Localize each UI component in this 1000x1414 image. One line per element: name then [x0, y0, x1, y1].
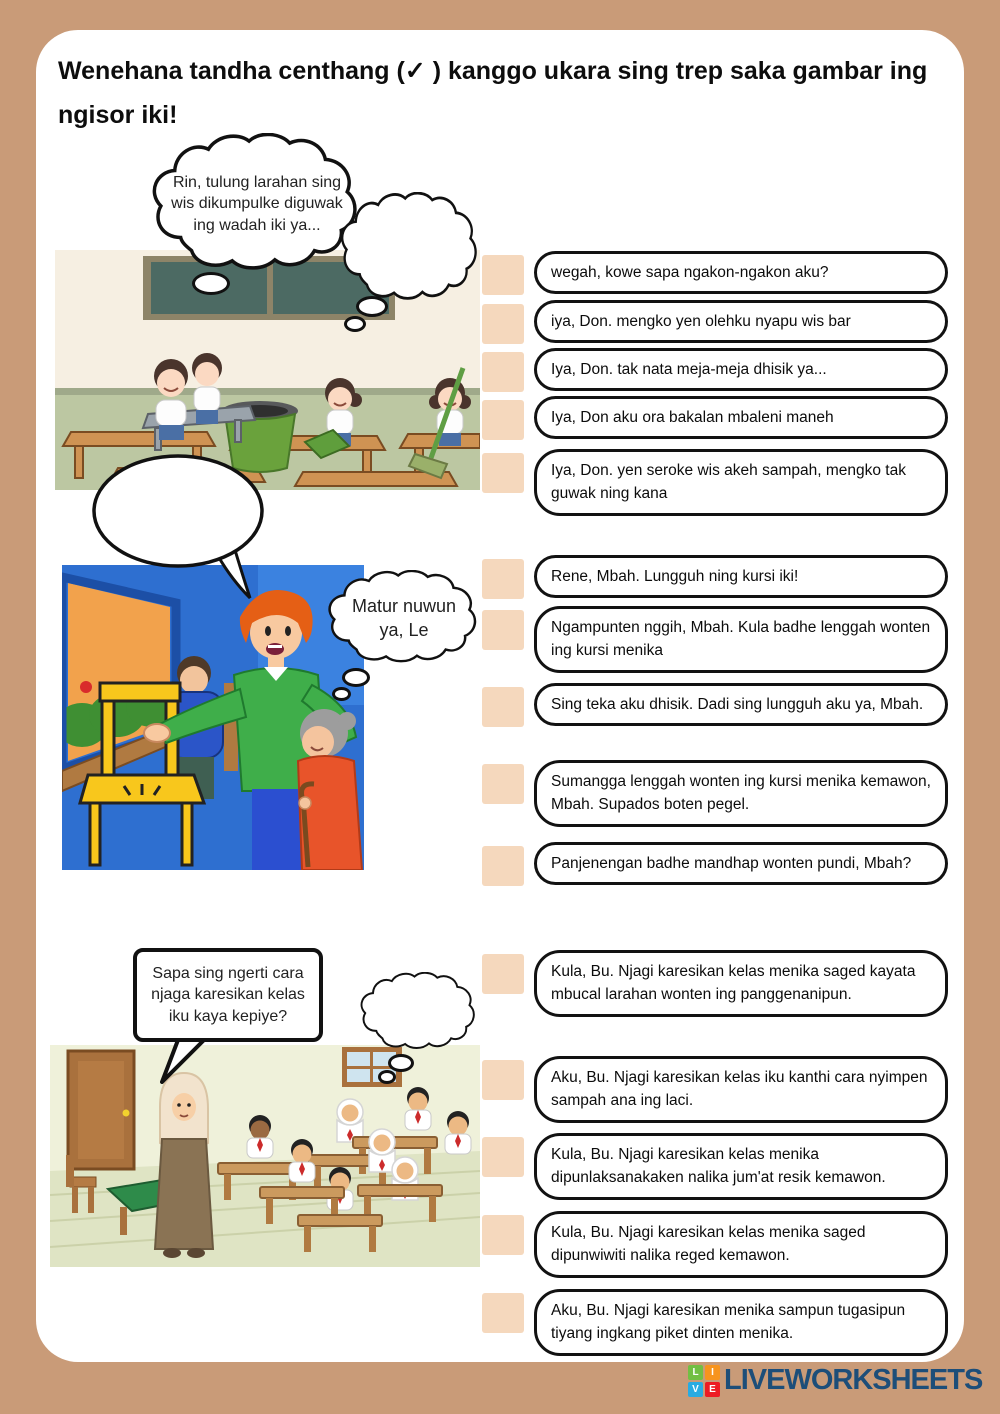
option-label: Kula, Bu. Njagi karesikan kelas menika dipunlaksanakaken nalika jum'at resik kemawon.: [551, 1146, 886, 1187]
option-row: [482, 348, 948, 392]
option-checkbox[interactable]: [482, 255, 524, 295]
scene3-illustration-classroom-teacher: [50, 1045, 480, 1267]
option-checkbox[interactable]: [482, 610, 524, 650]
scene1-speech-trail-dot: [192, 272, 230, 295]
option-checkbox[interactable]: [482, 352, 524, 392]
option-pill: [534, 683, 948, 726]
option-pill: [534, 555, 948, 598]
scene2-speech-bubble-empty: [90, 452, 272, 602]
option-pill: [534, 1133, 948, 1200]
option-pill: [534, 300, 948, 343]
option-label: Aku, Bu. Njagi karesikan kelas iku kanthi cara nyimpen sampah ana ing laci.: [551, 1069, 928, 1110]
option-pill: [534, 842, 948, 885]
scene1-speech-text: Rin, tulung larahan sing wis dikumpulke diguwak ing wadah iki ya...: [171, 173, 343, 234]
option-checkbox[interactable]: [482, 1293, 524, 1333]
brand-text: LIVEWORKSHEETS: [724, 1364, 983, 1396]
option-label: wegah, kowe sapa ngakon-ngakon aku?: [551, 264, 829, 281]
option-checkbox[interactable]: [482, 400, 524, 440]
option-pill: [534, 760, 948, 827]
option-pill: [534, 950, 948, 1017]
option-pill: [534, 1056, 948, 1123]
logo-letter-e: E: [705, 1382, 720, 1397]
liveworksheets-logo-icon: [688, 1365, 720, 1397]
option-row: [482, 950, 948, 1017]
option-row: [482, 842, 948, 886]
scene3-thought-trail-dot: [388, 1054, 414, 1072]
option-row: [482, 760, 948, 827]
option-row: [482, 300, 948, 344]
scene2-illustration-bus-seat: [62, 565, 364, 870]
option-checkbox[interactable]: [482, 304, 524, 344]
option-row: [482, 1133, 948, 1200]
option-pill: [534, 606, 948, 673]
option-label: Iya, Don. tak nata meja-meja dhisik ya...: [551, 361, 827, 378]
footer-brand: [688, 1364, 982, 1397]
scene2-thought-text: Matur nuwun ya, Le: [351, 595, 457, 640]
option-pill: [534, 449, 948, 516]
option-checkbox[interactable]: [482, 687, 524, 727]
option-checkbox[interactable]: [482, 846, 524, 886]
option-label: Iya, Don aku ora bakalan mbaleni maneh: [551, 409, 834, 426]
scene3-thought-bubble-empty: [358, 972, 480, 1052]
option-row: [482, 1056, 948, 1123]
option-checkbox[interactable]: [482, 1060, 524, 1100]
option-checkbox[interactable]: [482, 954, 524, 994]
option-label: iya, Don. mengko yen olehku nyapu wis bar: [551, 313, 851, 330]
scene1-speech-bubble: [148, 133, 366, 275]
option-label: Rene, Mbah. Lungguh ning kursi iki!: [551, 568, 799, 585]
option-label: Sing teka aku dhisik. Dadi sing lungguh aku ya, Mbah.: [551, 696, 924, 713]
option-label: Ngampunten nggih, Mbah. Kula badhe lenggah wonten ing kursi menika: [551, 619, 931, 660]
option-label: Panjenengan badhe mandhap wonten pundi, Mbah?: [551, 855, 912, 872]
option-checkbox[interactable]: [482, 1215, 524, 1255]
scene1-thought-trail-dot-small: [344, 316, 366, 332]
option-checkbox[interactable]: [482, 1137, 524, 1177]
option-label: Iya, Don. yen seroke wis akeh sampah, mengko tak guwak ning kana: [551, 462, 906, 503]
option-row: [482, 396, 948, 440]
option-pill: [534, 348, 948, 391]
scene3-thought-trail-dot-small: [378, 1070, 396, 1084]
page-title: Wenehana tandha centhang (✓ ) kanggo ukara sing trep saka gambar ing ngisor iki!: [58, 57, 928, 129]
option-pill: [534, 251, 948, 294]
option-label: Sumangga lenggah wonten ing kursi menika kemawon, Mbah. Supados boten pegel.: [551, 773, 931, 814]
scene2-thought-trail-dot: [342, 668, 370, 687]
scene1-thought-trail-dot: [356, 296, 388, 317]
scene3-speech-bubble: [133, 948, 323, 1042]
logo-letter-l: L: [688, 1365, 703, 1380]
option-label: Aku, Bu. Njagi karesikan menika sampun tugasipun tiyang ingkang piket dinten menika.: [551, 1302, 906, 1343]
option-checkbox[interactable]: [482, 764, 524, 804]
logo-letter-i: I: [705, 1365, 720, 1380]
option-row: [482, 683, 948, 727]
option-pill: [534, 1211, 948, 1278]
logo-letter-v: V: [688, 1382, 703, 1397]
option-pill: [534, 1289, 948, 1356]
option-pill: [534, 396, 948, 439]
option-row: [482, 251, 948, 295]
option-label: Kula, Bu. Njagi karesikan kelas menika saged kayata mbucal larahan wonten ing panggenanipun.: [551, 963, 916, 1004]
scene2-thought-bubble: [325, 570, 483, 666]
option-checkbox[interactable]: [482, 559, 524, 599]
option-row: [482, 449, 948, 516]
option-row: [482, 606, 948, 673]
option-row: [482, 555, 948, 599]
scene3-speech-tail: [152, 1036, 212, 1084]
option-label: Kula, Bu. Njagi karesikan kelas menika saged dipunwiwiti nalika reged kemawon.: [551, 1224, 866, 1265]
scene1-thought-bubble-empty: [338, 192, 483, 304]
option-row: [482, 1289, 948, 1356]
option-checkbox[interactable]: [482, 453, 524, 493]
scene3-speech-text: Sapa sing ngerti cara njaga karesikan kelas iku kaya kepiye?: [151, 964, 305, 1025]
scene2-thought-trail-dot-small: [332, 687, 351, 701]
option-row: [482, 1211, 948, 1278]
